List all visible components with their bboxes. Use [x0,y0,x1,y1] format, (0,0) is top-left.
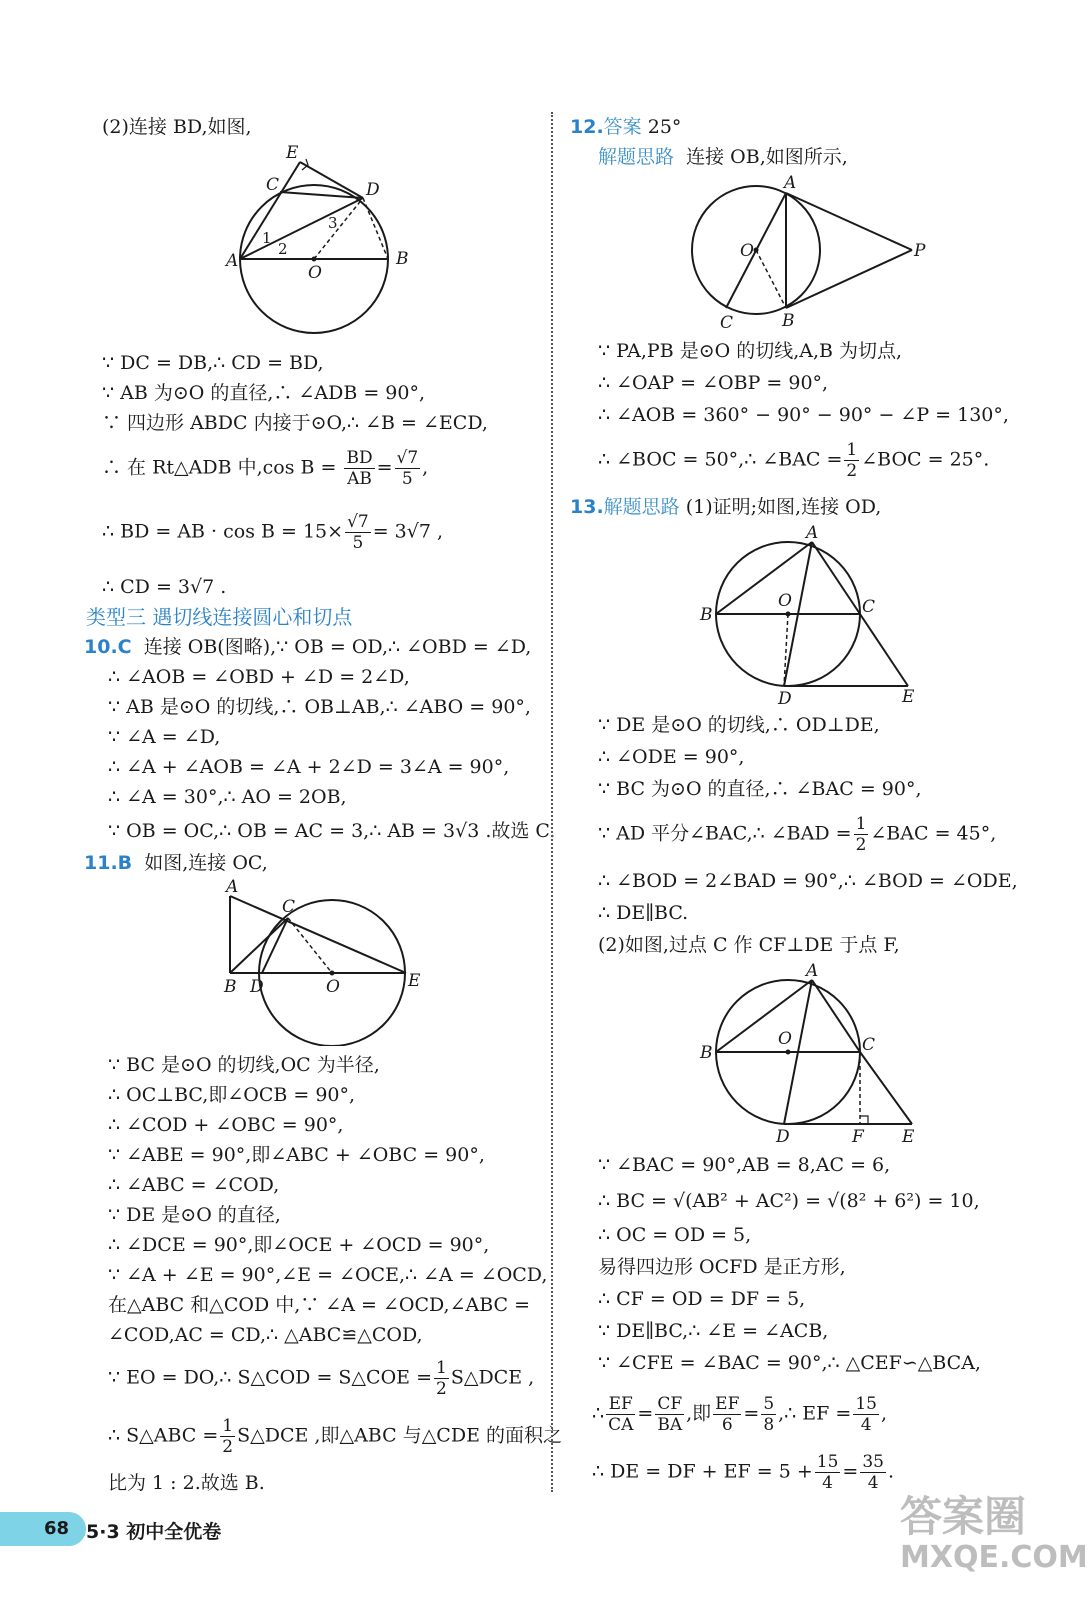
q12-line: ∵ PA,PB 是⊙O 的切线,A,B 为切点, [598,340,903,362]
column-divider [551,112,553,1492]
q9-part2-intro: (2)连接 BD,如图, [102,116,252,138]
q10-first-line: 10.C 连接 OB(图略),∵ OB = OD,∴ ∠OBD = ∠D, [84,636,532,658]
q13-line: 易得四边形 OCFD 是正方形, [598,1256,846,1278]
figure-q9 [218,140,418,340]
q13-first-line: 13.解题思路 (1)证明;如图,连接 OD, [570,496,882,518]
q13-label: 13. [570,496,604,518]
q12-label: 12. [570,116,604,138]
q11-line: 在△ABC 和△COD 中,∵ ∠A = ∠OCD,∠ABC = [108,1294,531,1316]
q10-line: ∴ ∠A + ∠AOB = ∠A + 2∠D = 3∠A = 90°, [108,756,510,778]
q10-line: ∵ ∠A = ∠D, [108,726,221,748]
svg-text:E: E [286,143,299,163]
svg-text:C: C [266,175,280,195]
line-diameter: ∵ AB 为⊙O 的直径,∴ ∠ADB = 90°, [102,382,426,404]
q13-line: ∴ ∠ODE = 90°, [598,746,745,768]
q13-similar-line: ∴ $\frac{EF}{CA}$ = $\frac{CF}{BA}$ ,即 $\frac{EF}{6}$ = $\frac{5}{8}$ ,∴ EF = $\frac{15}{4}$ , [592,1394,888,1435]
svg-text:D: D [250,977,264,997]
svg-text:B: B [396,249,409,269]
svg-text:B: B [700,1043,713,1063]
page-number-badge [0,1512,86,1546]
q13-line: ∵ ∠BAC = 90°,AB = 8,AC = 6, [598,1154,891,1176]
svg-text:O: O [778,1029,792,1049]
book-title: 5·3 初中全优卷 [86,1521,222,1543]
svg-text:P: P [914,241,926,261]
q13-line: ∵ DE∥BC,∴ ∠E = ∠ACB, [598,1320,829,1342]
q12-idea-line: 解题思路 连接 OB,如图所示, [598,146,848,168]
svg-text:F: F [852,1127,864,1147]
svg-text:C: C [720,313,734,333]
q11-line: ∵ DE 是⊙O 的直径, [108,1204,281,1226]
svg-text:A: A [226,251,239,271]
q11-line: ∴ ∠COD + ∠OBC = 90°, [108,1114,344,1136]
q11-area-line2: ∴ S△ABC = $\frac{1}{2}$ S△DCE ,即△ABC 与△CDE 的面积之 [108,1416,562,1457]
svg-text:A: A [226,877,239,897]
q13-bisect-line: ∵ AD 平分∠BAC,∴ ∠BAD = $\frac{1}{2}$ ∠BAC = 45°, [598,814,997,855]
svg-text:C: C [862,1035,876,1055]
svg-text:O: O [778,591,792,611]
q13-final-line: ∴ DE = DF + EF = 5 + $\frac{15}{4}$ = $\frac{35}{4}$ . [592,1452,894,1493]
type-heading: 类型三 遇切线连接圆心和切点 [86,605,353,629]
q12-line: ∴ ∠OAP = ∠OBP = 90°, [598,372,829,394]
q11-line: 比为 1 : 2.故选 B. [108,1472,265,1494]
figure-q11 [216,876,436,1046]
watermark-logo: 答案圈 [900,1492,1027,1541]
svg-text:A: A [784,173,797,193]
q12-final-line: ∴ ∠BOC = 50°,∴ ∠BAC = $\frac{1}{2}$ ∠BOC = 25°. [598,440,990,481]
q11-line: ∴ OC⊥BC,即∠OCB = 90°, [108,1084,356,1106]
svg-text:1: 1 [262,229,272,247]
figure-q12 [690,172,940,337]
q13-line: (2)如图,过点 C 作 CF⊥DE 于点 F, [598,934,900,956]
figure-q13-part1 [696,522,926,707]
svg-text:B: B [700,605,713,625]
page-number: 68 [44,1518,70,1539]
figure-q13-part2 [696,962,926,1147]
line-inscribed: ∵ 四边形 ABDC 内接于⊙O,∴ ∠B = ∠ECD, [102,412,488,434]
q13-line: ∵ DE 是⊙O 的切线,∴ OD⊥DE, [598,714,880,736]
q13-line: ∴ OC = OD = 5, [598,1224,752,1246]
svg-text:A: A [806,523,819,543]
q11-line: ∵ ∠ABE = 90°,即∠ABC + ∠OBC = 90°, [108,1144,485,1166]
svg-text:C: C [282,897,296,917]
q13-line: ∴ CF = OD = DF = 5, [598,1288,806,1310]
svg-text:B: B [782,311,795,331]
watermark-url: MXQE.COM [900,1540,1088,1575]
q10-label: 10.C [84,636,132,658]
svg-text:O: O [308,263,322,283]
line-cd: ∴ CD = 3√7 . [102,576,227,598]
q10-line: ∵ AB 是⊙O 的切线,∴ OB⊥AB,∴ ∠ABO = 90°, [108,696,531,718]
svg-text:E: E [408,971,421,991]
svg-text:D: D [366,180,380,200]
line-bd: ∴ BD = AB · cos B = 15× $\frac{√7}{5}$ = 3√7 , [102,512,444,553]
q13-line: ∴ BC = √(AB² + AC²) = √(8² + 6²) = 10, [598,1190,980,1212]
q12-answer-line: 12.答案 25° [570,116,682,138]
svg-text:3: 3 [328,214,338,232]
svg-text:C: C [862,597,876,617]
svg-text:D: D [776,1127,790,1147]
q11-label: 11.B [84,852,133,874]
svg-text:2: 2 [278,240,288,258]
q13-line: ∴ DE∥BC. [598,902,689,924]
svg-text:O: O [740,241,754,261]
svg-text:D: D [778,689,792,707]
svg-text:B: B [224,977,237,997]
svg-text:A: A [806,962,819,981]
q10-line: ∵ OB = OC,∴ OB = AC = 3,∴ AB = 3√3 .故选 C. [108,820,556,842]
q13-line: ∵ ∠CFE = ∠BAC = 90°,∴ △CEF∽△BCA, [598,1352,981,1374]
q12-line: ∴ ∠AOB = 360° − 90° − 90° − ∠P = 130°, [598,404,1009,426]
q11-line: ∠COD,AC = CD,∴ △ABC≌△COD, [108,1324,423,1346]
q13-line: ∵ BC 为⊙O 的直径,∴ ∠BAC = 90°, [598,778,922,800]
q13-line: ∴ ∠BOD = 2∠BAD = 90°,∴ ∠BOD = ∠ODE, [598,870,1018,892]
q10-line: ∴ ∠A = 30°,∴ AO = 2OB, [108,786,347,808]
q11-line: ∴ ∠DCE = 90°,即∠OCE + ∠OCD = 90°, [108,1234,490,1256]
q11-line: ∵ ∠A + ∠E = 90°,∠E = ∠OCE,∴ ∠A = ∠OCD, [108,1264,548,1286]
q11-first-line: 11.B 如图,连接 OC, [84,852,268,874]
q11-area-line1: ∵ EO = DO,∴ S△COD = S△COE = $\frac{1}{2}$ S△DCE , [108,1358,535,1399]
svg-text:E: E [902,687,915,707]
svg-text:O: O [326,977,340,997]
q11-line: ∵ BC 是⊙O 的切线,OC 为半径, [108,1054,380,1076]
q11-line: ∴ ∠ABC = ∠COD, [108,1174,280,1196]
svg-text:E: E [902,1127,915,1147]
line-arc-equal: ∵ DC = DB,∴ CD = BD, [102,352,324,374]
line-cos: ∴ 在 Rt△ADB 中,cos B = $\frac{BD}{AB}$ = $\frac{√7}{5}$ , [102,448,429,489]
q10-line: ∴ ∠AOB = ∠OBD + ∠D = 2∠D, [108,666,410,688]
